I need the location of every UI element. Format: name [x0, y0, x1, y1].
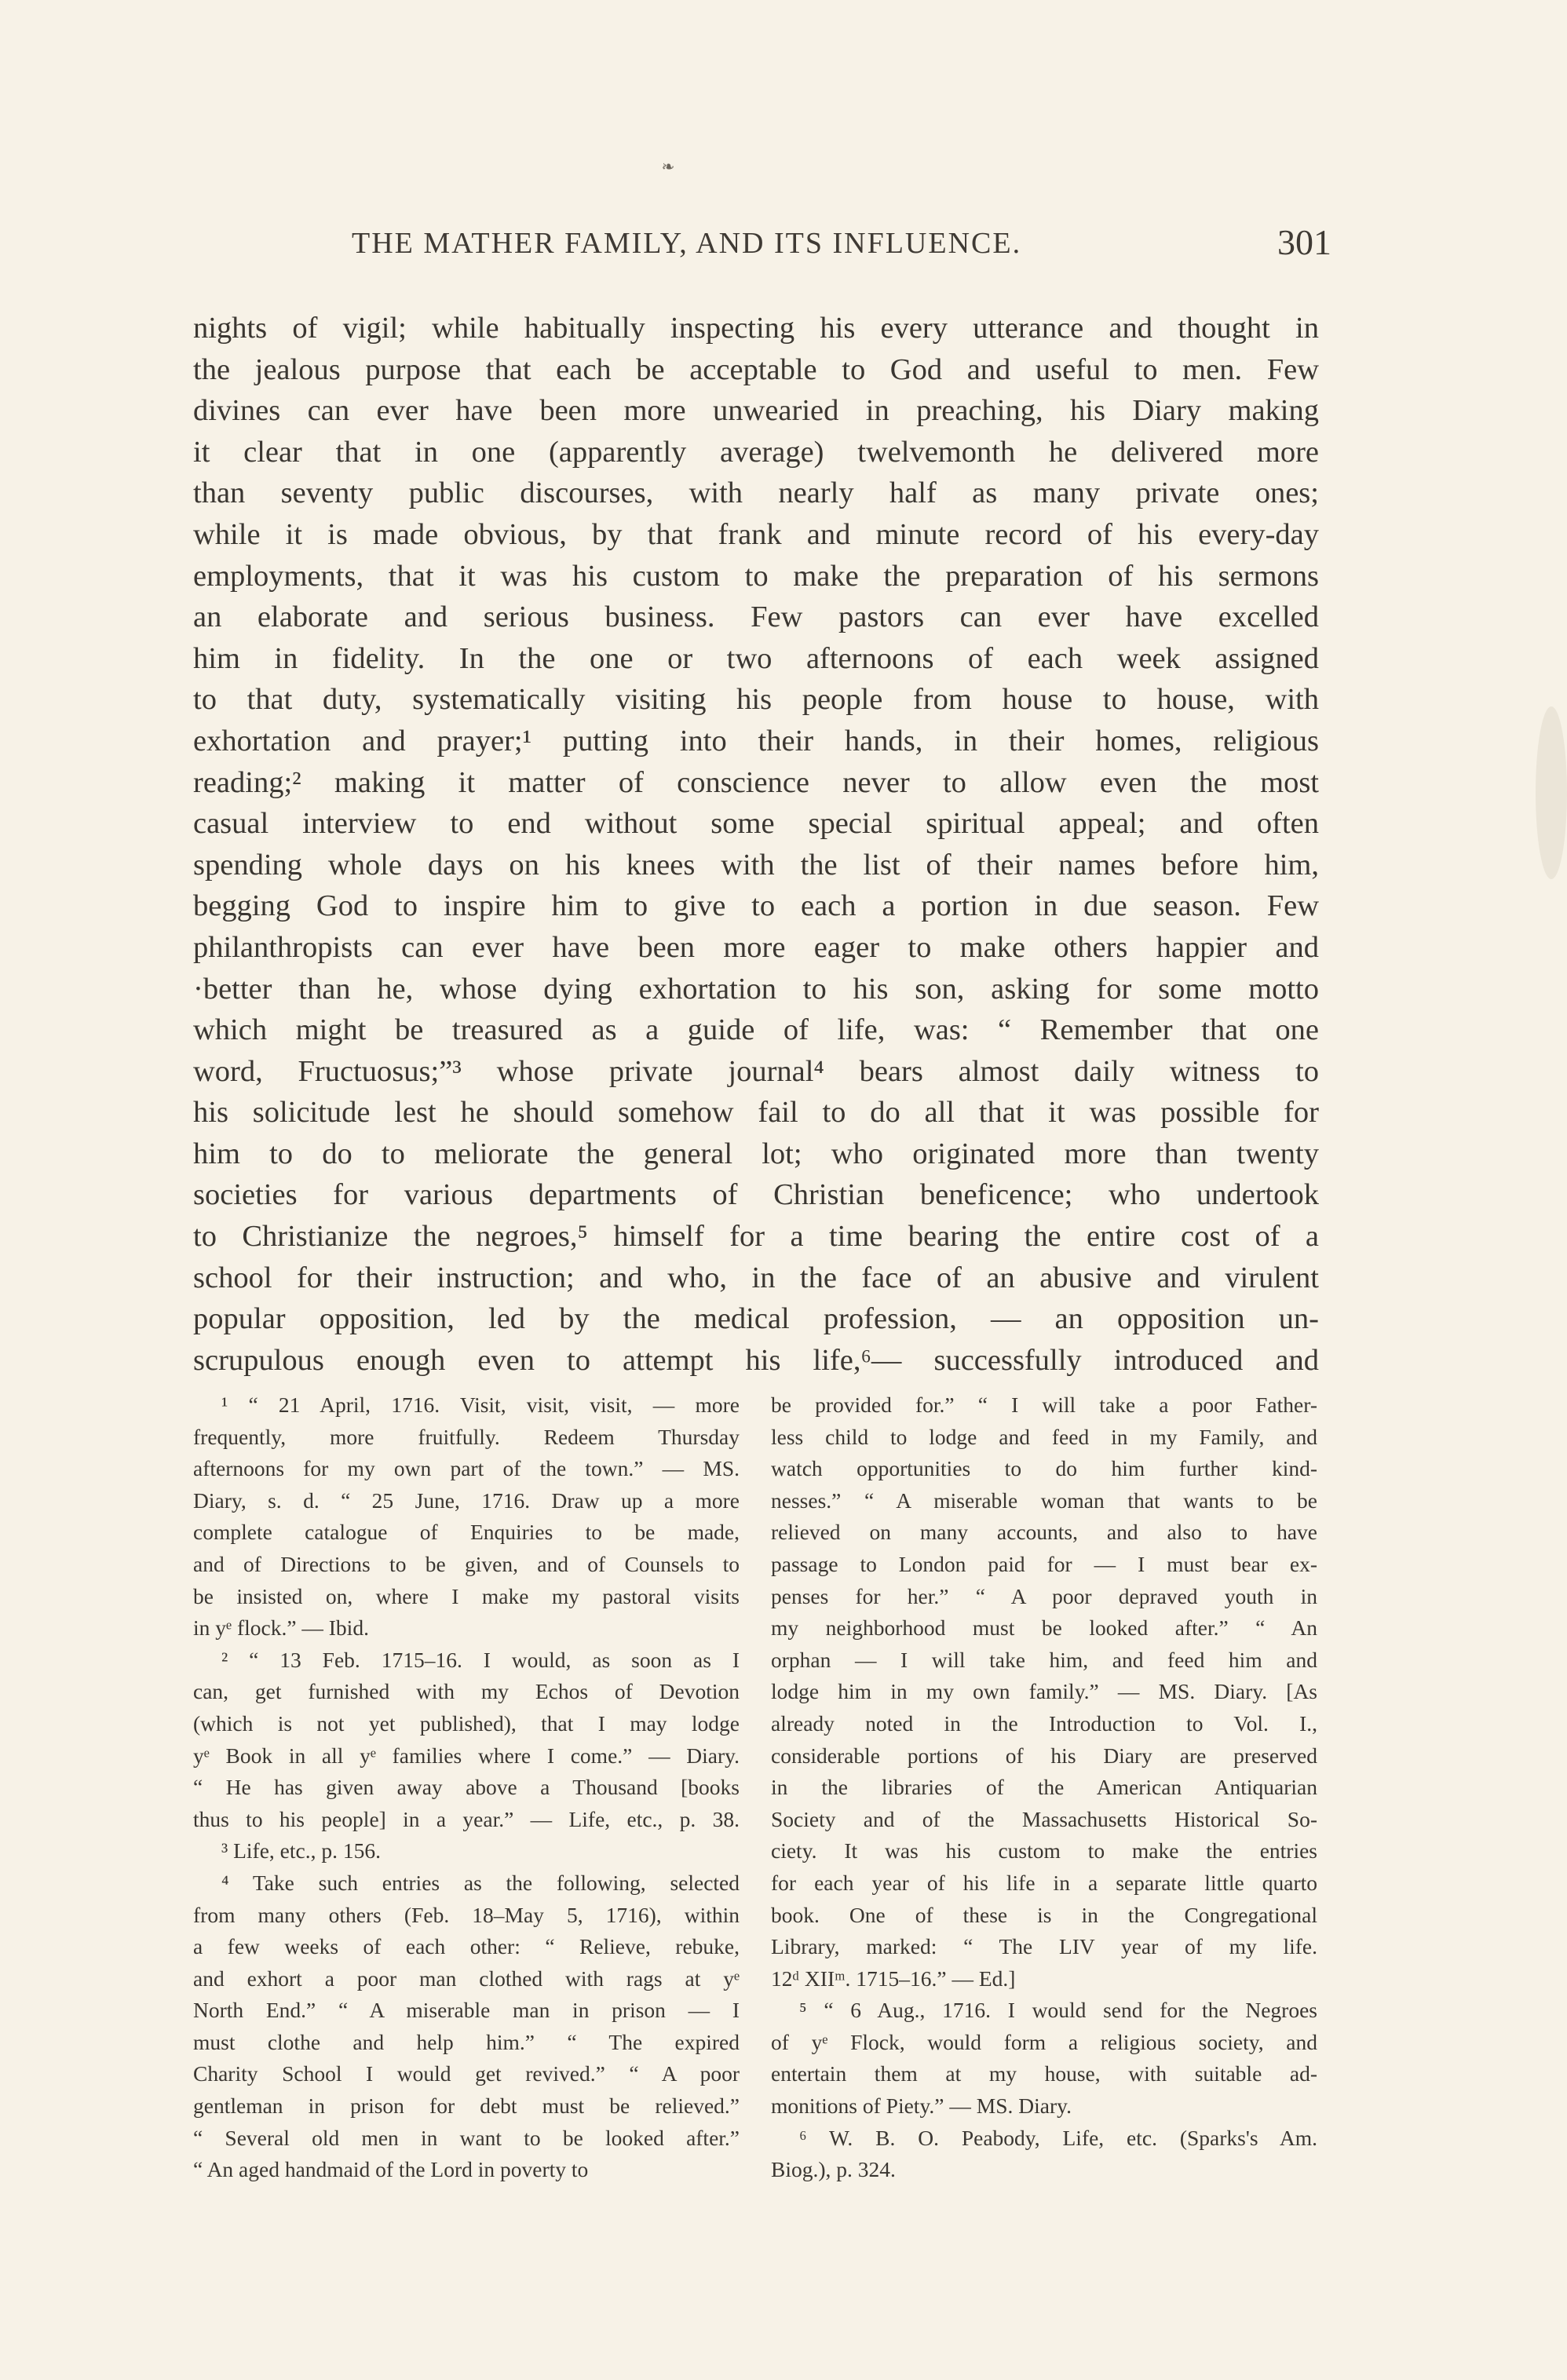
body-line: spending whole days on his knees with the list of their names before him, — [193, 848, 1319, 882]
body-line: casual interview to end without some special spiritual appeal; and often — [193, 807, 1319, 841]
footnote-line: from many others (Feb. 18–May 5, 1716), within — [193, 1902, 740, 1927]
body-line: to Christianize the negroes,⁵ himself for a time bearing the entire cost of a — [193, 1220, 1319, 1254]
footnote-line: nesses.” “ A miserable woman that wants to be — [771, 1488, 1317, 1513]
body-line: while it is made obvious, by that frank and minute record of his every-day — [193, 517, 1319, 551]
body-line: divines can ever have been more unwearied in preaching, his Diary making — [193, 394, 1319, 428]
body-line: philanthropists can ever have been more eager to make others happier and — [193, 930, 1319, 964]
body-line: word, Fructuosus;”³ whose private journal⁴ bears almost daily witness to — [193, 1054, 1319, 1088]
ornament-icon: ❧ — [661, 159, 675, 176]
footnote-line: a few weeks of each other: “ Relieve, rebuke, — [193, 1934, 740, 1959]
page-number: 301 — [1277, 222, 1331, 262]
footnote-line: my neighborhood must be looked after.” “ An — [771, 1615, 1317, 1641]
body-line: than seventy public discourses, with nearly half as many private ones; — [193, 476, 1319, 510]
footnote-line: complete catalogue of Enquiries to be made, — [193, 1520, 740, 1545]
body-line: exhortation and prayer;¹ putting into their hands, in their homes, religious — [193, 724, 1319, 757]
footnote-line: ² “ 13 Feb. 1715–16. I would, as soon as I — [221, 1647, 740, 1672]
body-line: ·better than he, whose dying exhortation to his son, asking for some motto — [193, 972, 1319, 1006]
footnote-line: in the libraries of the American Antiquarian — [771, 1775, 1317, 1800]
body-line: popular opposition, led by the medical profession, — an opposition un- — [193, 1302, 1319, 1336]
footnote-line: thus to his people] in a year.” — Life, etc., p. 38. — [193, 1806, 740, 1831]
footnote-line: “ An aged handmaid of the Lord in poverty to — [193, 2157, 589, 2182]
footnote-line: book. One of these is in the Congregational — [771, 1902, 1317, 1927]
footnote-line: (which is not yet published), that I may lodge — [193, 1710, 740, 1736]
footnote-line: frequently, more fruitfully. Redeem Thursday — [193, 1424, 740, 1449]
body-line: which might be treasured as a guide of life, was: “ Remember that one — [193, 1013, 1319, 1047]
footnote-line: North End.” “ A miserable man in prison — I — [193, 1998, 740, 2023]
body-line: an elaborate and serious business. Few pastors can ever have excelled — [193, 600, 1319, 634]
footnote-line: of yᵉ Flock, would form a religious society, and — [771, 2029, 1317, 2054]
body-line: nights of vigil; while habitually inspecting his every utterance and thought in — [193, 312, 1319, 345]
footnote-line: ⁵ “ 6 Aug., 1716. I would send for the Negroes — [799, 1998, 1317, 2023]
footnote-line: Library, marked: “ The LIV year of my life. — [771, 1934, 1317, 1959]
footnote-line: orphan — I will take him, and feed him and — [771, 1647, 1317, 1672]
body-line: begging God to inspire him to give to each a portion in due season. Few — [193, 889, 1319, 923]
body-line: it clear that in one (apparently average) twelvemonth he delivered more — [193, 435, 1319, 469]
footnote-line: Diary, s. d. “ 25 June, 1716. Draw up a more — [193, 1488, 740, 1513]
footnote-line: “ He has given away above a Thousand [books — [193, 1775, 740, 1800]
footnote-line: yᵉ Book in all yᵉ families where I come.” — Diary. — [193, 1743, 740, 1768]
footnote-line: Society and of the Massachusetts Historical So- — [771, 1806, 1317, 1831]
body-line: employments, that it was his custom to make the preparation of his sermons — [193, 559, 1319, 593]
body-line: societies for various departments of Christian beneficence; who undertook — [193, 1178, 1319, 1212]
footnote-line: 12ᵈ XIIᵐ. 1715–16.” — Ed.] — [771, 1966, 1016, 1991]
page-edge-shadow — [1536, 706, 1567, 879]
body-text — [193, 308, 1319, 1381]
footnotes-left-column — [193, 1389, 740, 2186]
body-line: the jealous purpose that each be acceptable to God and useful to men. Few — [193, 352, 1319, 386]
footnote-line: watch opportunities to do him further kind- — [771, 1456, 1317, 1481]
footnote-line: afternoons for my own part of the town.” — MS. — [193, 1456, 740, 1481]
footnote-line: Charity School I would get revived.” “ A poor — [193, 2061, 740, 2086]
body-line: to that duty, systematically visiting his people from house to house, with — [193, 683, 1319, 717]
body-line: reading;² making it matter of conscience never to allow even the most — [193, 765, 1319, 799]
body-line: his solicitude lest he should somehow fail to do all that it was possible for — [193, 1096, 1319, 1130]
footnote-line: ciety. It was his custom to make the entries — [771, 1838, 1317, 1863]
footnote-line: ¹ “ 21 April, 1716. Visit, visit, visit, — more — [221, 1393, 740, 1417]
footnote-line: ³ Life, etc., p. 156. — [221, 1838, 381, 1863]
body-line: him to do to meliorate the general lot; who originated more than twenty — [193, 1137, 1319, 1170]
footnote-line: relieved on many accounts, and also to have — [771, 1520, 1317, 1545]
body-line: him in fidelity. In the one or two afternoons of each week assigned — [193, 641, 1319, 675]
footnote-line: be provided for.” “ I will take a poor Father- — [771, 1393, 1317, 1417]
footnote-line: must clothe and help him.” “ The expired — [193, 2029, 740, 2054]
footnote-line: and exhort a poor man clothed with rags at yᵉ — [193, 1966, 740, 1991]
footnote-line: penses for her.” “ A poor depraved youth in — [771, 1583, 1317, 1608]
footnote-line: ⁶ W. B. O. Peabody, Life, etc. (Sparks's Am. — [799, 2125, 1317, 2150]
body-line: school for their instruction; and who, in the face of an abusive and virulent — [193, 1261, 1319, 1294]
footnote-line: gentleman in prison for debt must be relieved.” — [193, 2093, 740, 2119]
footnotes — [193, 1389, 1319, 2206]
footnote-line: can, get furnished with my Echos of Devotion — [193, 1679, 740, 1704]
footnote-line: lodge him in my own family.” — MS. Diary. [As — [771, 1679, 1317, 1704]
footnote-line: be insisted on, where I make my pastoral visits — [193, 1583, 740, 1608]
body-line: scrupulous enough even to attempt his life,⁶— successfully introduced and — [193, 1343, 1319, 1377]
running-title: THE MATHER FAMILY, AND ITS INFLUENCE. — [352, 227, 1022, 260]
footnote-line: entertain them at my house, with suitable ad- — [771, 2061, 1317, 2086]
footnote-line: considerable portions of his Diary are preserved — [771, 1743, 1317, 1768]
footnote-line: passage to London paid for — I must bear ex- — [771, 1551, 1317, 1576]
footnote-line: monitions of Piety.” — MS. Diary. — [771, 2093, 1072, 2119]
footnote-line: Biog.), p. 324. — [771, 2157, 896, 2182]
footnote-line: already noted in the Introduction to Vol. I., — [771, 1710, 1317, 1736]
running-head — [352, 222, 1331, 273]
footnote-line: for each year of his life in a separate little quarto — [771, 1870, 1317, 1895]
footnote-line: and of Directions to be given, and of Counsels to — [193, 1551, 740, 1576]
footnote-line: in yᵉ flock.” — Ibid. — [193, 1615, 369, 1641]
footnote-line: ⁴ Take such entries as the following, selected — [221, 1870, 740, 1895]
footnote-line: less child to lodge and feed in my Family, and — [771, 1424, 1317, 1449]
footnote-line: “ Several old men in want to be looked after.” — [193, 2125, 740, 2150]
footnotes-right-column — [771, 1389, 1317, 2186]
